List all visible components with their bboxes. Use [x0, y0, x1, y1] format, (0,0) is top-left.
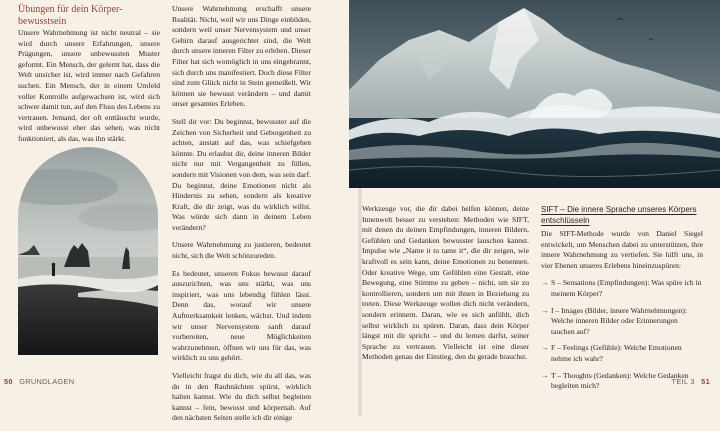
- section-heading: Übungen für dein Körper- bewusstsein: [18, 4, 123, 27]
- right-footer: [672, 377, 714, 386]
- middle-column-text: [172, 4, 311, 431]
- sift-heading: SIFT – Die innere Sprache unseres Körpers entschlüsseln: [541, 205, 697, 225]
- paragraph: Werkzeuge vor, die dir dabei helfen können, deine Innenwelt besser zu verstehen: Methoden wie SIFT, mit denen du deinen Empfindungen, inneren Bildern, Gefühlen und Gedanken bewusster lauschen kannst. Impulse wie „Name it to tame it“, die dir zeigen, wie kraftvoll es sein kann, deine Emotionen zu benennen. Oder kreative Wege, um Gefühlen eine Gestalt, eine Bewegung, eine Stimme zu geben – nicht, um sie zu kontrollieren, sondern um mit ihnen in Beziehung zu treten. Diese Werkzeuge wollen dich nicht verändern, sondern erinnern. Daran, wie es sich anfühlt, dich selbst wirklich zu spüren. Daran, dass dein Körper längst mit dir spricht – und du lernen darfst, seiner Sprache zu vertrauen. Vielleicht ist eine dieser Methoden genau der Einstieg, den du gerade brauchst.: [362, 204, 529, 362]
- list-item: [541, 278, 703, 299]
- list-item: [541, 343, 703, 364]
- left-column-text: [18, 28, 160, 152]
- paragraph: Stell dir vor: Du beginnst, bewusster auf die Zeichen von Sicherheit und Geborgenheit zu achten, anstatt auf das, was schiefgehen könnte. Du erlaubst dir, deine inneren Bilder nicht nur mit Vergangenheit zu füllen, sondern mit Visionen von dem, was sein darf. Du beginnst, deine Emotionen nicht als Hindernis zu sehen, sondern als kreative Kraft, die dir zeigt, was du wirklich willst. Was würde sich dann in deinem Leben verändern?: [172, 116, 311, 232]
- list-item-text: S – Sensations (Empfindungen): Was spüre ich in meinem Körper?: [551, 278, 702, 298]
- section-label-right: TEIL 3: [671, 377, 695, 386]
- stormy-sea-photo: [349, 0, 720, 188]
- beach-rocks-photo: [18, 147, 158, 355]
- sift-intro: Die SIFT-Methode wurde von Daniel Siegel entwickelt, um Menschen dabei zu unterstützen, ihre innere Wahrnehmung zu vertiefen. Sie hilft uns, in vier Ebenen unseres Erlebens hineinzuspüren:: [541, 229, 703, 270]
- paragraph: Unsere Wahrnehmung zu justieren, bedeutet nicht, sich die Welt schönzureden.: [172, 240, 311, 261]
- right-column-text: [362, 204, 529, 370]
- section-label-left: GRUNDLAGEN: [19, 377, 75, 386]
- page-number-right: 51: [701, 377, 710, 386]
- list-item-text: F – Feelings (Gefühle): Welche Emotionen nehme ich wahr?: [551, 343, 682, 363]
- paragraph: Vielleicht fragst du dich, wie du all das, was du in den Rauhnächten spürst, wirklich halten kannst. Wie du dich selbst begleiten kannst – fein, bewusst und körpernah. Auf den nächsten Seiten stelle ich dir einige: [172, 371, 311, 423]
- sift-list: [541, 278, 703, 391]
- list-item-text: I – Images (Bilder, innere Wahrnehmungen): Welche inneren Bilder oder Erinnerungen tauchen auf?: [551, 305, 688, 336]
- left-footer: [0, 377, 74, 386]
- arrow-icon: →: [541, 343, 549, 353]
- arrow-icon: →: [541, 305, 549, 315]
- list-item: [541, 306, 703, 338]
- sift-column: [541, 229, 703, 398]
- paragraph: Unsere Wahrnehmung ist nicht neutral – sie wird durch unsere Erfahrungen, unsere Prägungen, unsere unbewussten Muster geformt. Ein Mensch, der gelernt hat, dass die Welt unsicher ist, wird immer nach Gefahren suchen. Ein Mensch, der in einem Umfeld voller Kontrolle aufgewachsen ist, wird sich schwer damit tun, auf den Fluss des Lebens zu vertrauen. Jemand, der oft enttäuscht wurde, wird unbewusst eher das sehen, was nicht funktioniert, als das, was ihn stärkt.: [18, 28, 160, 143]
- list-item-text: T – Thoughts (Gedanken): Welche Gedanken begleiten mich?: [551, 370, 689, 391]
- arrow-icon: →: [541, 278, 549, 288]
- paragraph: Unsere Wahrnehmung erschafft unsere Realität. Nicht, weil wir uns Dinge einbilden, sondern weil unser Nervensystem und unser Gehirn darauf ausgerichtet sind, die Welt durch unsere inneren Filter zu erleben. Dieser Filter hat sich womöglich in uns eingebrannt, sich durch uns manifestiert. Doch diese Filter sind zum Glück nicht in Stein gemeißelt. Wir können sie bewusst verändern – und damit unser gesamtes Erleben.: [172, 4, 311, 109]
- arrow-icon: →: [541, 370, 549, 380]
- paragraph: Es bedeutet, unseren Fokus bewusst darauf auszurichten, was uns stärkt, was uns inspiriert, was uns lebendig fühlen lässt. Denn das, worauf wir unsere Aufmerksamkeit lenken, wächst. Und indem wir unser Nervensystem sanft darauf vorbereiten, neue Möglichkeiten wahrzunehmen, öffnen wir uns für das, was wirklich zu uns gehört.: [172, 268, 311, 363]
- page-number-left: 50: [4, 377, 13, 386]
